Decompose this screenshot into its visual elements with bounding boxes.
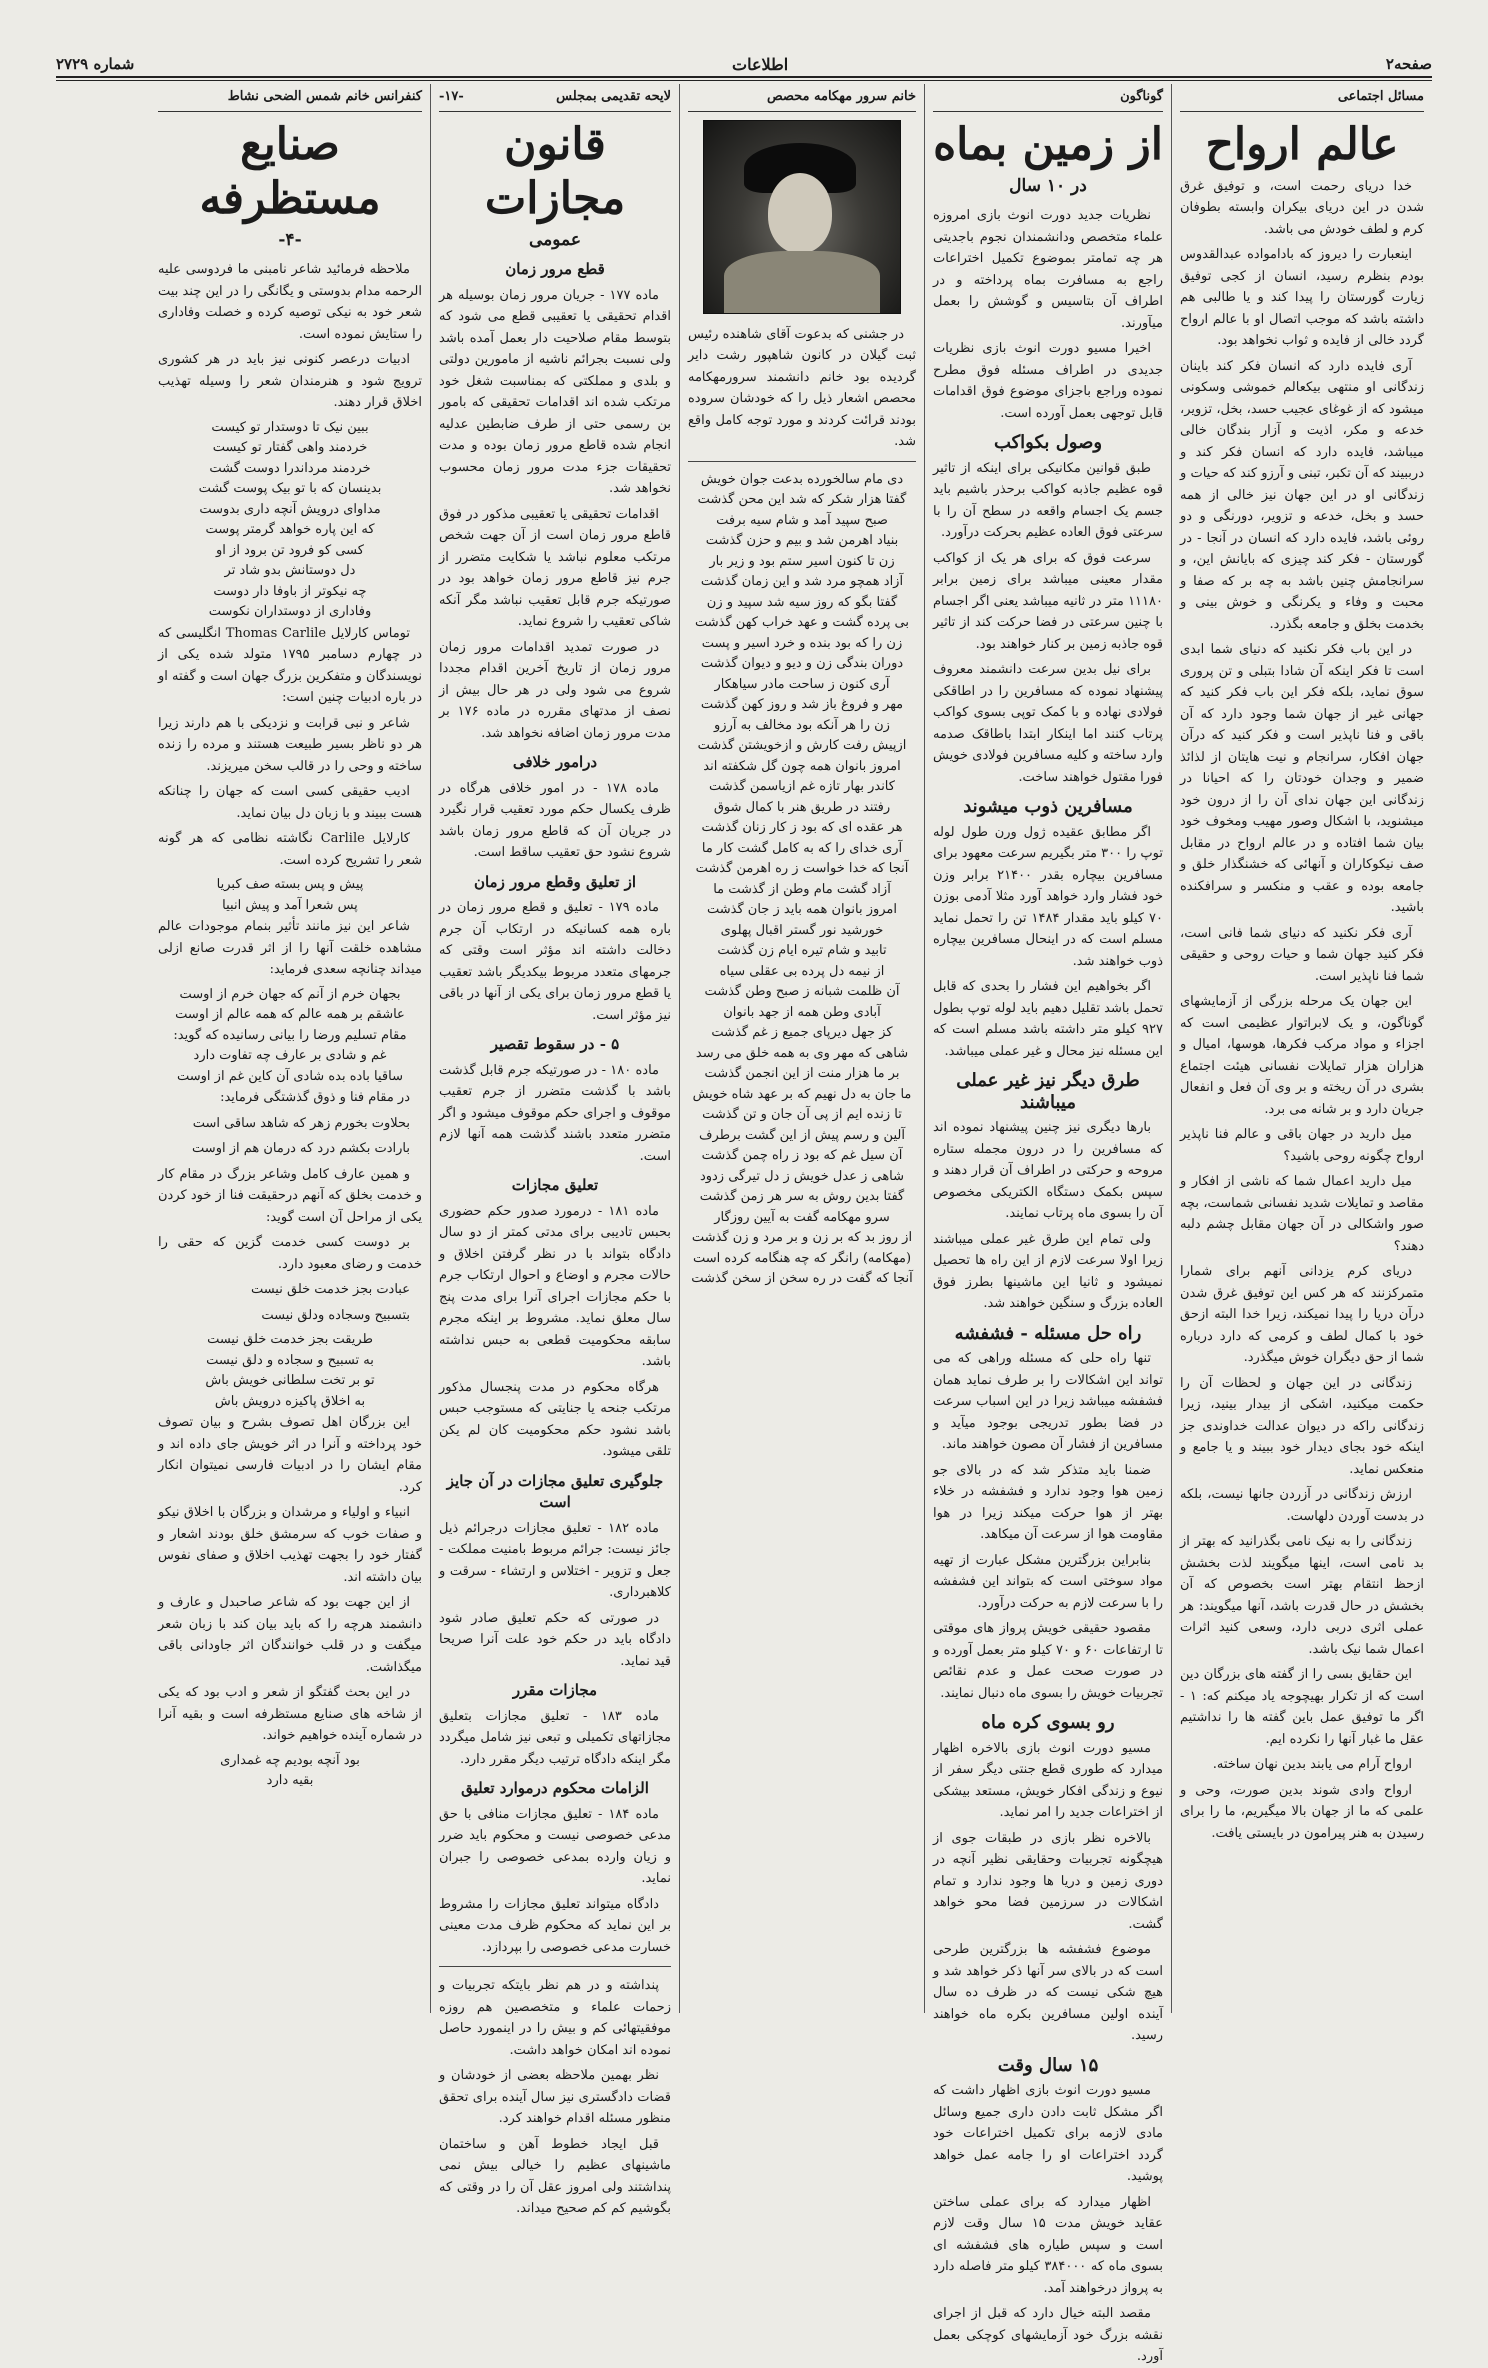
poem-line: پیش و پس بسته صف کبریا — [216, 877, 364, 892]
paragraph: اینعبارت را دیروز که بادامواده عبدالقدوس بودم بنظرم رسید، انسان از کجی توفیق زیارت گورستان را پیدا کند و یا طالبی هم داشته باشد که موجب اتصال او با عالم ارواح گردد خالی از فایده و ثواب نخواهد بود. — [1180, 247, 1424, 348]
paragraph: مقصود حقیقی خویش پرواز های موقتی تا ارتفاعات ۶۰ و ۷۰ کیلو متر بعمل آورده و در صورت صحت عمل و عدم نقائص تجربیات خویش را بسوی ماه دنبال نمایند. — [933, 1621, 1163, 1701]
paragraph: بنابراین بزرگترین مشکل عبارت از تهیه مواد سوختی است که بتواند این فشفشه را با سرعت لازم به حرکت درآورد. — [933, 1552, 1163, 1611]
kicker-text: مسائل اجتماعی — [1337, 89, 1424, 104]
paragraph: بتسبیح وسجاده ودلق نیست — [261, 1307, 410, 1323]
paragraph: اظهار میدارد که برای عملی ساختن عقاید خویش مدت ۱۵ سال وقت لازم است و سپس طیاره های فشفشه ای بسوی ماه که ۳۸۴۰۰۰ کیلو متر فاصله دارد به پرواز درخواهند آمد. — [933, 2194, 1163, 2296]
paragraph: در این باب فکر نکنید که دنیای شما ابدی است تا فکر اینکه آن شادا بتبلی و تن پروری سوق نماید، بلکه فکر این باب فکر کنید که جهانی غیر از جهان شما وجود دارد که آن باقی و فنا ناپذیر است و فکر کنید که درآن جهان افکار، سرانجام و نیت هایتان از لذائذ ضمیر و وجدان خودتان را که احیانا در زندگانی این جهان ندای آن را از درون خود میشنوید، با اشکال وصور مهیب ومخوف خود بیان شما افتاده و در عالم ارواح در مقابل صف نیکوکاران و آنهائی که خشنگذار خلق و جامعه بوده و عقب و منکسر و سرافکنده باشید. — [1180, 642, 1424, 915]
poem-line: ساقیا باده بده شادی آن کاین غم از اوست — [177, 1068, 403, 1084]
paragraph: آری فکر نکنید که دنیای شما فانی است، فکر کنید جهان شما و حیات روحی و حقیقی شما فنا ناپذیر است. — [1180, 925, 1424, 984]
poem-line: زن را که بود بنده و خرد اسیر و پست — [701, 635, 903, 651]
paragraph: سرعت فوق که برای هر یک از کواکب مقدار معینی میباشد برای زمین برابر ۱۱۱۸۰ متر در ثانیه میباشد یعنی اگر اجسام با چنین سرعتی در فضا حرکت کند از تاثیر قوه جاذبه زمین بر کنار خواهند بود. — [933, 550, 1163, 652]
paragraph: این بزرگان اهل تصوف بشرح و بیان تصوف خود پرداخته و آنرا در اثر خویش جای داده اند و مقام ایشان را در ادبیات فارسی نمیتوان انکار کرد. — [158, 1415, 422, 1495]
masthead — [56, 52, 1432, 78]
paragraph: ماده ۱۸۳ - تعلیق مجازات بتعلیق مجازاتهای تکمیلی و تبعی نیز شامل میگردد مگر اینکه دادگاه ترتیب دیگر مقرر دارد. — [439, 1708, 671, 1767]
paragraph: نظریات جدید دورت انوث بازی امروزه علماء متخصص ودانشمندان نجوم باجدیتی هر چه تمامتر بموضوع تکمیل اختراعات راجع به مسافرت بماه پرداخته و در اطراف آن بتاسیس و گوشش را بعمل میآورند. — [933, 208, 1163, 331]
poem-line: دوران بندگی زن و دیو و دیوان گذشت — [700, 656, 904, 671]
paragraph: شاعر و نبی قرابت و نزدیکی با هم دارند زیرا هر دو ناظر بسیر طبیعت هستند و مرده را زنده ساخته و وحی را در قالب سخن میریزند. — [158, 715, 422, 774]
section-heading: رو بسوی کره ماه — [981, 1712, 1115, 1733]
article-body — [439, 259, 671, 2220]
poem-line: زن را هر آنکه بود مخالف به آرزو — [714, 717, 890, 733]
poem-line: که این پاره خواهد گرمتر پوست — [205, 522, 375, 537]
poem-line: آن سیل غم که بود ز راه چمن گذشت — [701, 1148, 903, 1163]
poem-line: غم و شادی بر عارف چه تفاوت دارد — [193, 1048, 387, 1063]
paragraph: ماده ۱۷۷ - جریان مرور زمان بوسیله هر اقدام تحقیقی یا تعقیبی قطع می شود که بتوسط مقام صلاحیت دار بعمل آمده باشد ولی نسبت بجرائم ناشیه از مامورین دولتی و بلدی و مملکتی که بمناسبت شغل خود مرتکب شده اند اقدامات تحقیقی که بامور بن رسمی حتی از طرف ضابطین عدلیه انجام شده قاطع مرور زمان بوده و مدت تحقیقات جزء مدت مرور زمان محسوب نخواهد شد. — [439, 287, 671, 496]
poem-line: بقیه دارد — [266, 1773, 314, 1788]
poem-line: بجهان خرم از آنم که جهان خرم از اوست — [179, 986, 401, 1002]
paragraph: از این جهت بود که شاعر صاحبدل و عارف و دانشمند هرچه را که باید بیان کند با زبان شعر میگفت و در قلب خوانندگان اثر جاودانی باقی میگذاشت. — [158, 1595, 422, 1675]
article-body — [1180, 176, 1424, 1845]
paragraph: ماده ۱۸۰ - در صورتیکه جرم قابل گذشت باشد با گذشت متضرر از جرم تعقیب موقوف و اجرای حکم موقوف میشود و اگر متضرر متعدد باشند گذشت همه آنها لازم است. — [439, 1062, 671, 1164]
poem-line: آنجا که خدا خواست ز ره اهرمن گذشت — [695, 861, 909, 876]
poem-line: به تسبیح و سجاده و دلق نیست — [206, 1352, 374, 1368]
section-kicker — [439, 84, 671, 112]
poem-line: بدینسان که با تو بیک پوست گشت — [198, 481, 382, 496]
section-kicker — [933, 84, 1163, 112]
paragraph: ضمنا باید متذکر شد که در بالای جو زمین هوا وجود ندارد و فشفشه در خلاء بهتر از هوا حرکت میکند زیرا در هوا مقاومت هوا از سرعت آن میکاهد. — [933, 1462, 1163, 1542]
paragraph: تنها راه حلی که مسئله وراهی که می تواند این اشکالات را بر طرف نماید همان فشفشه میباشد زیرا در این اسباب سرعت در فضا بطور تدریجی بوجود میآید و مسافرین از فشار آن مصون خواهند ماند. — [933, 1351, 1163, 1452]
poem-line: بنیاد اهرمن شد و بیم و حزن گذشت — [705, 533, 899, 548]
paragraph: مسیو دورت انوث بازی بالاخره اظهار میدارد که طوری قطع جنتی دیگر سفر از نیوع و زندگی افکار خویش، مستعد بیشکی از اختراعات جدید را امر نماید. — [933, 1740, 1163, 1820]
paragraph: نظر بهمین ملاحظه بعضی از خودشان و قضات دادگستری نیز سال آینده برای تحقق منظور مسئله اقدام خواهند کرد. — [439, 2068, 671, 2126]
section-heading: ۵ - در سقوط تقصیر — [490, 1035, 620, 1053]
paragraph: مسیو دورت انوث بازی اظهار داشت که اگر مشکل ثابت دادن داری جمیع وسائل مادی لازمه برای تکمیل اختراعات خود گردد اختراعات او را جامه عمل خواهد پوشید. — [933, 2083, 1163, 2184]
poem-line: خردمند مرداندرا دوست گشت — [209, 460, 371, 476]
section-heading: الزامات محکوم درموارد تعلیق — [461, 1779, 649, 1797]
paragraph: شاعر این نیز مانند تأثیر بنمام موجودات عالم مشاهده خلقت آنها را از اثر قدرت صانع ازلی میداند چنانچه سعدی فرماید: — [158, 919, 422, 977]
poem-line: امروز بانوان همه چون گل شکفته اند — [703, 758, 901, 774]
poem-line: از نیمه دل پرده بی عقلی سیاه — [719, 963, 885, 979]
paragraph: اگر مطابق عقیده ژول ورن طول لوله توپ را ۳۰۰ متر بگیریم سرعت معهود برای مسافرین بیچاره بقدر ۲۱۴۰۰ برابر وزن خود فشار وارد خواهد آورد مثلا آدمی بوزن ۷۰ کیلو باید مقدار ۱۴۸۴ تن را تحمل نماید مسلم است که در اینحال مسافرین بیچاره ذوب خواهند شد. — [933, 824, 1164, 969]
section-heading: درامور خلافی — [512, 753, 598, 771]
section-heading: ۱۵ سال وقت — [997, 2054, 1099, 2076]
poem-line: گفتا بدین روش به سر هر زمن گذشت — [699, 1189, 905, 1204]
column-qanun-mojazat — [430, 84, 679, 2216]
paragraph: کارلایل Carlile نگاشته نظامی که هر گونه شعر را تشریح کرده است. — [158, 831, 422, 868]
kicker-text: لایحه تقدیمی بمجلس — [556, 89, 671, 104]
poem-line: از روز بد که بر زن و بر مرد و زن گذشت — [691, 1230, 913, 1245]
paragraph: بالاخره نظر بازی در طبقات جوی از هیچگونه تجربیات وحقایقی نظیر آنچه در دوری زمین و دریا ها وجود ندارد و تمام اشکالات در سرزمین فضا محو خواهد گشت. — [933, 1830, 1163, 1932]
paragraph: ماده ۱۸۴ - تعلیق مجازات منافی با حق مدعی خصوصی نیست و محکوم باید ضرر و زیان وارده بمدعی خصوصی را جبران نماید. — [439, 1806, 671, 1886]
paragraph: زندگانی را به نیک نامی بگذرانید که بهتر از بد نامی است، اینها میگویند لذت بخشش ازحظ انتقام بهتر است بخصوص که آن بخشش در حال قدرت باشد، آنها میگویند: هر عملی اثری دربی دارد، وسعی کنید اثرات اعمال شما نیک باشد. — [1180, 1534, 1424, 1657]
article-part-number: -۴- — [278, 229, 302, 250]
paragraph: این حقایق بسی را از گفته های بزرگان دین است که از تکرار بهیچوجه یاد میکنم که: ۱ - اگر ما توفیق عمل باین گفته ها را نداشتیم عقل ما غبار آنها را نکرده ایم. — [1180, 1667, 1424, 1747]
poem-line: ازپیش رفت کارش و ازخویشتن گذشت — [697, 738, 907, 753]
paragraph: ارزش زندگانی در آزردن جانها نیست، بلکه در بدست آوردن دلهاست. — [1180, 1487, 1424, 1524]
paragraph: در صورتی که حکم تعلیق صادر شود دادگاه باید در حکم خود علت آنرا صریحا قید نماید. — [439, 1610, 671, 1669]
paragraph: آری فایده دارد که انسان فکر کند باینان زندگانی او منتهی بیکعالم خموشی وسکونی میشود که از غوغای عجیب حسد، بخل، تزویر، خدعه و مکر، اذیت و آزار بندگان خالی میباشد، فایده دارد که انسان فکر کند و درببیند که آن تکبر، تبنی و آرزو کند که حیات و زندگانی او در این جهان نیز خالی از همه حسد و بخل، خدعه و تزویر، دورنگی و دو روئی باشد، فایده دارد که انسان در آنجا - در گورستان - فکر کند چیزی که بایانش این، و سرانجامش چنین باشد به چه بر که صفا و محبت و وفاء و یکرنگی و خوش بینی و بخدمت بخلق و جامعه بگذرد. — [1180, 358, 1424, 632]
paragraph: اخیرا مسیو دورت انوث بازی نظریات جدیدی در اطراف مسئله فوق مطرح نموده وراجع باجزای موضوع فوق اقدامات قابل توجهی بعمل آورده است. — [933, 341, 1163, 421]
paragraph: بارادت بکشم درد که درمان هم از اوست — [192, 1141, 410, 1156]
poem-line: گفتا هزار شکر که شد این محن گذشت — [697, 492, 907, 507]
poem-line: چه نیکوتر از باوفا دار دوست — [213, 583, 367, 599]
poem-line: رفتند در طریق هنر با کمال شوق — [713, 799, 891, 815]
poem-line: سرو مهکامه گفت به آیین روزگار — [714, 1209, 890, 1225]
poem-line: هر عقده ای که بود ز کار زنان گذشت — [701, 820, 903, 835]
paragraph: برای نیل بدین سرعت دانشمند معروف پیشنهاد نموده که مسافرین را در اطاقکی فولادی نهاده و با کمک توپی بسوی کواکب پرتاب کنند اما اینکار ابتدا باطاقک صدمه وارد ساخته و کلیه مسافرین فولادی خویش فورا مقتول خواهند ساخت. — [933, 662, 1163, 785]
paragraph: ارواح وادی شوند بدین صورت، وحی و علمی که ما از جهان بالا میگیریم، ما را برای رسیدن به هنر پیرامون در بایستی یافت. — [1180, 1782, 1424, 1841]
poem-line: وفاداری از دوستداران نکوست — [208, 604, 372, 619]
poem-line: گفتا بگو که روز سیه شد سپید و زن — [706, 594, 898, 610]
poem-line: کز جهل دیرپای جمیع ز غم گذشت — [711, 1025, 893, 1040]
poem-line: شاهی ز عدل خویش ز دل تیرگی زدود — [699, 1168, 905, 1184]
paragraph: در این بحث گفتگو از شعر و ادب بود که یکی از شاخه های صنایع مستظرفه است و بقیه آنرا در شماره آینده خواهیم خواند. — [158, 1685, 422, 1743]
poem-line: آری کنون ز ساحت مادر سیاهکار — [714, 676, 890, 692]
section-kicker — [158, 84, 422, 112]
paragraph: ماده ۱۸۱ - درمورد صدور حکم حضوری بحبس تادیبی برای مدتی کمتر از دو سال دادگاه بتواند با در نظر گرفتن اخلاق و حالات مجرم و اوضاع و احوال ارتکاب جرم با حکم مجازات اجرای آنرا برای مدت پنج سال معلق نماید. مشروط بر اینکه مجرم سابقه محکومیت قطعی به حبس نداشته باشد. — [439, 1203, 671, 1369]
paragraph: بحلاوت بخورم زهر که شاهد ساقی است — [192, 1115, 410, 1131]
paragraph: اگر بخواهیم این فشار را بحدی که قابل تحمل باشد تقلیل دهیم باید لوله توپ بطول ۹۲۷ کیلو متر داشته باشد مسلم است که این مسئله نیز محال و غیر عملی میباشد. — [933, 979, 1163, 1059]
article-headline: عالم ارواح — [1205, 118, 1399, 170]
portrait-photo — [703, 120, 901, 314]
paragraph: طبق قوانین مکانیکی برای اینکه از تاثیر قوه عظیم جاذبه کواکب برحذر باشیم باید جسم یک اجسام واقعه در سطح آن را با سرعتی فوق العاده عظیم بحرکت درآورد. — [933, 460, 1163, 540]
poem-line: زن تا کنون اسیر ستم بود و زیر بار — [709, 553, 895, 569]
section-heading: طرق دیگر نیز غیر عملی میباشند — [956, 1070, 1140, 1113]
poem-line: امروز بانوان همه باید ز جان گذشت — [706, 902, 898, 917]
kicker-number: -۱۷- — [439, 89, 464, 104]
poem-line: ببین نیک تا دوستدار تو کیست — [211, 419, 369, 435]
poem-line: بر ما هزار منت از این انجمن گذشت — [704, 1066, 900, 1081]
paragraph: ارواح آرام می یابند بدین نهان ساخته. — [1212, 1757, 1412, 1772]
poem-line: شاهی که مهر وی به همه خلق می رسد — [695, 1045, 909, 1061]
poem-line: تو بر تخت سلطانی خویش باش — [205, 1373, 375, 1388]
column-alam-arvah — [1171, 84, 1432, 2013]
paragraph: دادگاه میتواند تعلیق مجازات را مشروط بر این نماید که محکوم ظرف مدت معینی خسارت مدعی خصوصی را بپردازد. — [439, 1896, 671, 1955]
paragraph: ماده ۱۷۹ - تعلیق و قطع مرور زمان در باره همه کسانیکه در ارتکاب آن جرم دخالت داشته اند مؤثر است وقتی که جرمهای متعدد مربوط بیکدیگر باشد تعقیب یا قطع مرور زمان برای یکی از آنها در باقی نیز مؤثر است. — [439, 900, 671, 1023]
section-heading: مجازات مقرر — [512, 1681, 598, 1699]
article-body — [688, 324, 916, 1290]
newspaper-name: اطلاعات — [732, 54, 789, 74]
paragraph: اقدامات تحقیقی یا تعقیبی مذکور در فوق قاطع مرور زمان است از آن جهت شخص مرتکب معلوم نباشد یا شکایت متضرر از جرم نیز قاطع مرور زمان خواهد بود در صورتیکه جرم قابل تعقیب نباشد مگر آنکه شاکی تعقیب را شروع نماید. — [439, 506, 671, 629]
paragraph: در مقام فنا و ذوق گذشتگی فرماید: — [220, 1090, 410, 1105]
poem-line: مقام تسلیم ورضا را بیانی رسانیده که گوید: — [173, 1027, 407, 1043]
poem-line: خورشید نور گستر اقبال پهلوی — [720, 922, 884, 938]
paragraph: ملاحظه فرمائید شاعر نامبنی ما فردوسی علیه الرحمه مدام بدوستی و یگانگی را در این چند بیت شعر خود به نیکی توصیه کرده و خصلت وفاداری را ستایش نموده است. — [158, 262, 422, 342]
poem-line: کسی کو فرود تن برود از او — [216, 542, 364, 558]
poem-line: مهر و فروغ باز شد و روز کهن گذشت — [700, 697, 904, 712]
article-subtitle: عمومی — [528, 229, 582, 250]
poem-line: مداوای درویش آنچه داری بدوست — [199, 501, 381, 517]
poem-line: آلین و رسم پیش از این گشت برطرف — [699, 1127, 905, 1143]
column-zamin-be-mah — [924, 84, 1171, 2364]
poem-line: بی پرده گشت و عهد خراب کهن گذشت — [695, 615, 909, 630]
paragraph: انبیاء و اولیاء و مرشدان و بزرگان با اخلاق نیکو و صفات خوب که سرمشق خلق بودند اشعار و گفتار خود را بجهت تهذیب اخلاق و صفای نفوس بیان داشته اند. — [158, 1505, 422, 1585]
poem-line: ما جان به دل نهیم که بر عهد شاه خویش — [692, 1086, 912, 1102]
section-heading: راه حل مسئله - فشفشه — [954, 1322, 1142, 1344]
article-headline: از زمین بماه — [933, 118, 1163, 170]
article-subtitle: در ۱۰ سال — [1009, 175, 1087, 196]
kicker-text: خانم سرور مهکامه محصص — [766, 89, 916, 104]
poem-line: کاندر بهار تازه غم ازیاسمن گذشت — [709, 779, 895, 794]
article-body — [158, 259, 422, 1792]
kicker-text: کنفرانس خانم شمس الضحی نشاط — [227, 89, 422, 104]
paragraph: موضوع فشفشه ها بزرگترین طرحی است که در بالای سر آنها ذکر خواهد شد و هیچ شکی نیست که در ظرف ده سال آینده اولین مسافرین بکره ماه خواهند رسید. — [933, 1942, 1163, 2043]
paragraph: این جهان یک مرحله بزرگی از آزمایشهای گوناگون، و یک لابراتوار عظیمی است که اجزاء و مواد مرکب فکرها، هوسها، امیال و هزاران هزار تمایلات نفسانی هیئت اجتماع بشری در آن ریخته و بر وی آن فعل و انفعال جریان دارد و بر شانه می برد. — [1180, 994, 1424, 1117]
photo-fur-collar — [724, 251, 880, 313]
article-headline: قانون مجازات — [484, 118, 626, 224]
section-heading: وصول بکواکب — [993, 432, 1103, 453]
poem-line: به اخلاق پاکیزه درویش باش — [214, 1393, 366, 1409]
poem-closing-line: (مهکامه) رانگر که چه هنگامه کرده است — [692, 1250, 912, 1266]
poem-line: پس شعرا آمد و پیش انبیا — [222, 897, 358, 913]
poem-line: تا زنده ایم از پی آن جان و تن گذشت — [702, 1107, 902, 1122]
poem-line: طریقت بجز خدمت خلق نیست — [207, 1332, 373, 1347]
paragraph: دریای کرم یزدانی آنهم برای شمارا متمرکزنند که هر کس این توفیق غرق شدن درآن دریا را پیدا نمیکند، زیرا خدا البته ازحق خود با کمال لطف و کرمی که دارد درباره شما از حق دیگران خوش میگذرد. — [1180, 1264, 1424, 1365]
section-heading: از تعلیق وقطع مرور زمان — [473, 872, 637, 891]
paragraph: ماده ۱۷۸ - در امور خلافی هرگاه در ظرف یکسال حکم مورد تعقیب قرار نگیرد در جریان آن که قاطع مرور زمان باشد شروع نشود حق تعقیب ساقط است. — [439, 780, 671, 860]
poem-line: صبح سپید آمد و شام سیه برفت — [716, 512, 888, 528]
section-heading: قطع مرور زمان — [505, 260, 605, 278]
poem-line: آبادی وطن همه از جهد بانوان — [723, 1004, 881, 1020]
poem-line: خردمند واهی گفتار تو کیست — [212, 440, 368, 455]
poem-line: بود آنچه بودیم چه غمداری — [220, 1752, 360, 1768]
article-headline: صنایع مستظرفه — [199, 118, 381, 224]
poem-line: دل دوستانش بدو شاد تر — [224, 563, 356, 578]
photo-face — [768, 173, 832, 253]
poem-line: آزاد همچو مرد شد و این زمان گذشت — [700, 574, 904, 589]
kicker-text: گوناگون — [1120, 89, 1163, 104]
paragraph: عبادت بجز خدمت خلق نیست — [250, 1282, 410, 1297]
paragraph: میل دارید اعمال شما که ناشی از افکار و مقاصد و تمایلات شدید نفسانی شماست، بچه صور واشکالی در آن جهان مقابل چشم دلبه دهند؟ — [1180, 1174, 1424, 1254]
paragraph: و همین عارف کامل وشاعر بزرگ در مقام کار و خدمت بخلق که آنهم درحقیقت فنا از خود کردن یکی از مراحل آن است گوید: — [158, 1166, 422, 1225]
poem-line: دی‌ مام سالخورده بدعت جوان خویش — [700, 471, 904, 487]
paragraph: ادیب حقیقی کسی است که جهان را چنانکه هست ببیند و با زبان دل بیان نماید. — [158, 784, 422, 821]
paragraph: در صورت تمدید اقدامات مرور زمان مرور زمان از تاریخ آخرین اقدام مجددا شروع می شود ولی در هر حال بیش از نصف از مدتهای مقرره در ماده ۱۷۶ بر مدت مرور زمان اضافه نخواهد شد. — [439, 639, 671, 741]
paragraph: ادبیات درعصر کنونی نیز باید در هر کشوری ترویج شود و هنرمندان شعر را وسیله تهذیب اخلاق قرار دهند. — [158, 352, 422, 410]
paragraph: بارها دیگری نیز چنین پیشنهاد نموده اند که مسافرین را در درون مجمله ستاره مروحه و حرکتی در اطراف آن قرار دهند و سپس بکمک دستگاه الکتریکی مخصوص آن را بسوی ماه پرتاب نمایند. — [933, 1120, 1163, 1221]
section-kicker — [1180, 84, 1424, 112]
paragraph: هرگاه محکوم در مدت پنجسال مذکور مرتکب جنحه یا جنایتی که مستوجب حبس باشد نشود حکم محکومیت کان لم یکن تلقی میشود. — [439, 1379, 671, 1459]
issue-number: شماره ۲۷۲۹ — [56, 55, 135, 73]
paragraph: توماس کارلایل Thomas Carlile انگلیسی که در چهارم دسامبر ۱۷۹۵ متولد شده یکی از نویسندگان و متفکرین بزرگ جهان است و گفته او در باره ادبیات چنین است: — [158, 625, 423, 705]
paragraph: ماده ۱۸۲ - تعلیق مجازات درجرائم ذیل جائز نیست: جرائم مربوط بامنیت مملکت - جعل و تزویر - اختلاس و ارتشاء - سرقت و کلاهبرداری. — [439, 1520, 671, 1600]
paragraph: مقصد البته خیال دارد که قبل از اجرای نقشه بزرگ خود آزمایشهای کوچکی بعمل آورد. — [933, 2306, 1163, 2364]
section-heading: مسافرین ذوب میشوند — [963, 796, 1133, 817]
paragraph: خدا دریای رحمت است، و توفیق غرق شدن در این دریای بیکران وابسته بطوفان کرم و لطف خودش می باشد. — [1180, 178, 1424, 237]
poem-line: تابید و شام تیره ایام زن گذشت — [717, 943, 887, 958]
poem-line: آزاد گشت مام وطن از گذشت ما — [713, 881, 891, 897]
poem-line: آری خدای را که به کامل گشت کار ما — [701, 840, 903, 856]
poem-closing-line: آنجا که گفت در ره سخن از سخن گذشت — [691, 1271, 913, 1286]
paragraph: قبل ایجاد خطوط آهن و ساختمان ماشینهای عظیم را خیالی بیش نمی پنداشتند ولی امروز عقل آن را در وقتی که بگوشیم کم کم صحیح میداند. — [439, 2136, 671, 2216]
columns — [56, 84, 1432, 2364]
section-kicker — [688, 84, 916, 112]
paragraph: ولی تمام این طرق غیر عملی میباشند زیرا اولا سرعت لازم از این راه ها تحصیل نمیشود و ثانیا این ماشینها بطرز فوق العاده بزرگ و سنگین خواهند شد. — [933, 1231, 1163, 1311]
paragraph: پنداشته و در هم نظر بایتکه تجربیات و زحمات علماء و متخصصین هم روزه موفقیتهائی کم و بیش را در اینمورد حاصل نموده اند امکان خواهد داشت. — [439, 1978, 671, 2058]
section-heading: جلوگیری تعلیق مجازات در آن جایز است — [446, 1471, 664, 1511]
page-number: صفحه۲ — [1385, 55, 1432, 73]
article-body — [933, 205, 1163, 2368]
section-heading: تعلیق مجازات — [511, 1176, 599, 1194]
paragraph: میل دارید در جهان باقی و عالم فنا ناپذیر ارواح چگونه روحی باشید؟ — [1180, 1127, 1424, 1164]
paragraph: در جشنی که بدعوت آقای شاهنده رئیس ثبت گیلان در کانون شاهپور رشت دایر گردیده بود خانم دانشمند سرورمهکامه محصص اشعار ذیل را که خودشان سروده بودند قرائت کردند و مورد توجه کامل واقع شد. — [688, 326, 916, 449]
column-sanaye-mostazrafeh — [150, 84, 430, 2013]
divider-rule — [439, 1966, 671, 1967]
paragraph: زندگانی در این جهان و لحظات آن را حکمت میکنید، اشکی از بیدار بینید، زیرا زندگانی راکه در دیوان عدالت خداوندی جز اینکه خود بجای دیدار خود ببیند و یا جامع و منعکس نماید. — [1180, 1375, 1424, 1477]
paragraph: بر دوست کسی خدمت گزین که حقی را خدمت و رضای معبود دارد. — [158, 1235, 422, 1272]
masthead-rule — [56, 80, 1432, 81]
column-poem — [679, 84, 924, 2013]
divider-rule — [688, 461, 916, 462]
poem-line: عاشقم بر همه عالم که همه عالم از اوست — [175, 1007, 405, 1022]
poem-line: آن ظلمت شبانه ز صبح وطن گذشت — [704, 984, 900, 999]
